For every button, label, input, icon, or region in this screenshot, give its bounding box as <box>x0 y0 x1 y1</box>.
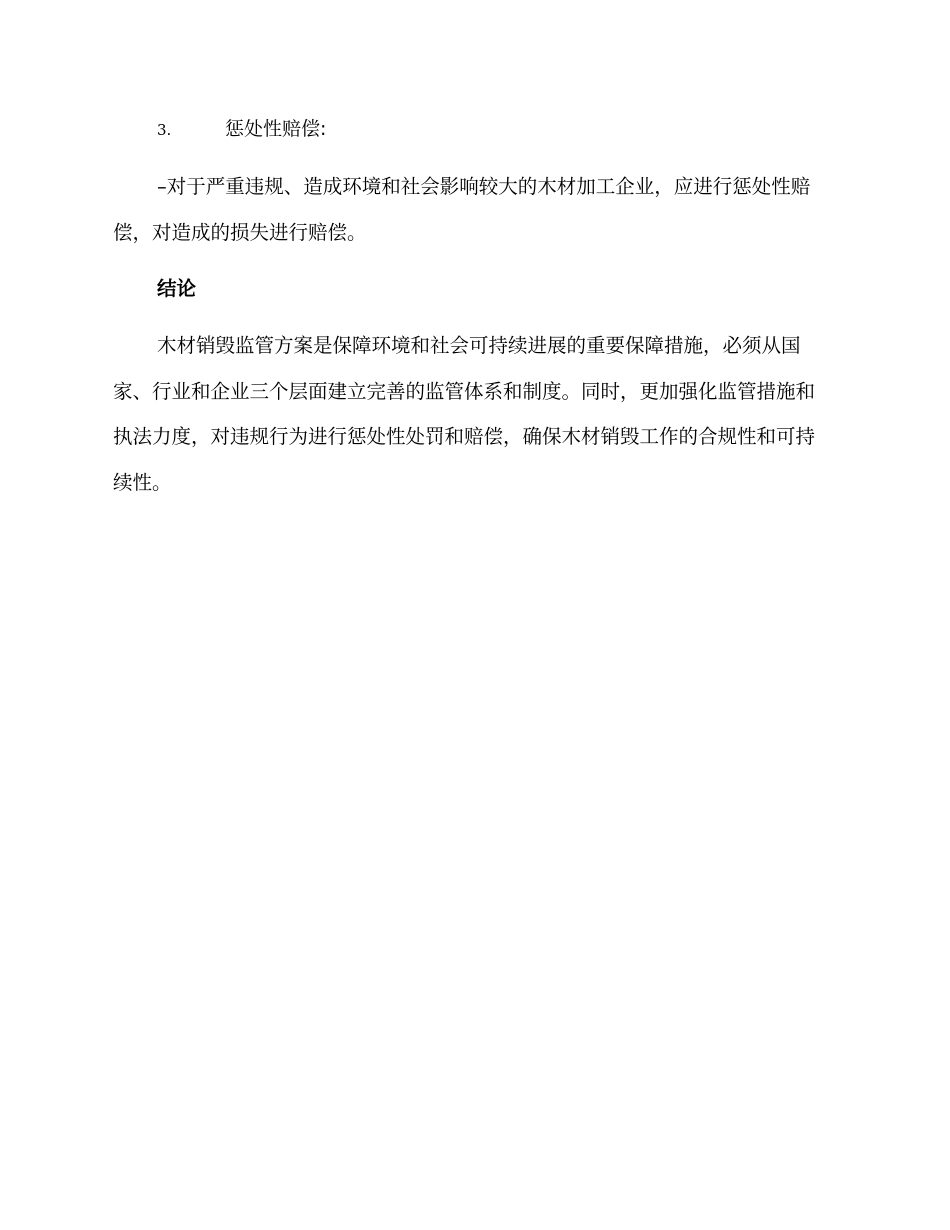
punitive-compensation-paragraph: –对于严重违规、造成环境和社会影响较大的木材加工企业，应进行惩处性赔偿，对造成的损失进行赔偿。 <box>113 175 811 244</box>
list-item-title: 惩处性赔偿: <box>225 118 327 140</box>
conclusion-heading: 结论 <box>157 277 197 300</box>
conclusion-paragraph: 木材销毁监管方案是保障环境和社会可持续进展的重要保障措施，必须从国家、行业和企业三个层面建立完善的监管体系和制度。同时，更加强化监管措施和执法力度，对违规行为进行惩处性处罚和赔偿，确保木材销毁工作的合规性和可持续性。 <box>113 334 816 494</box>
numbered-list-item <box>157 116 326 143</box>
list-item-number: 3. <box>157 121 172 139</box>
